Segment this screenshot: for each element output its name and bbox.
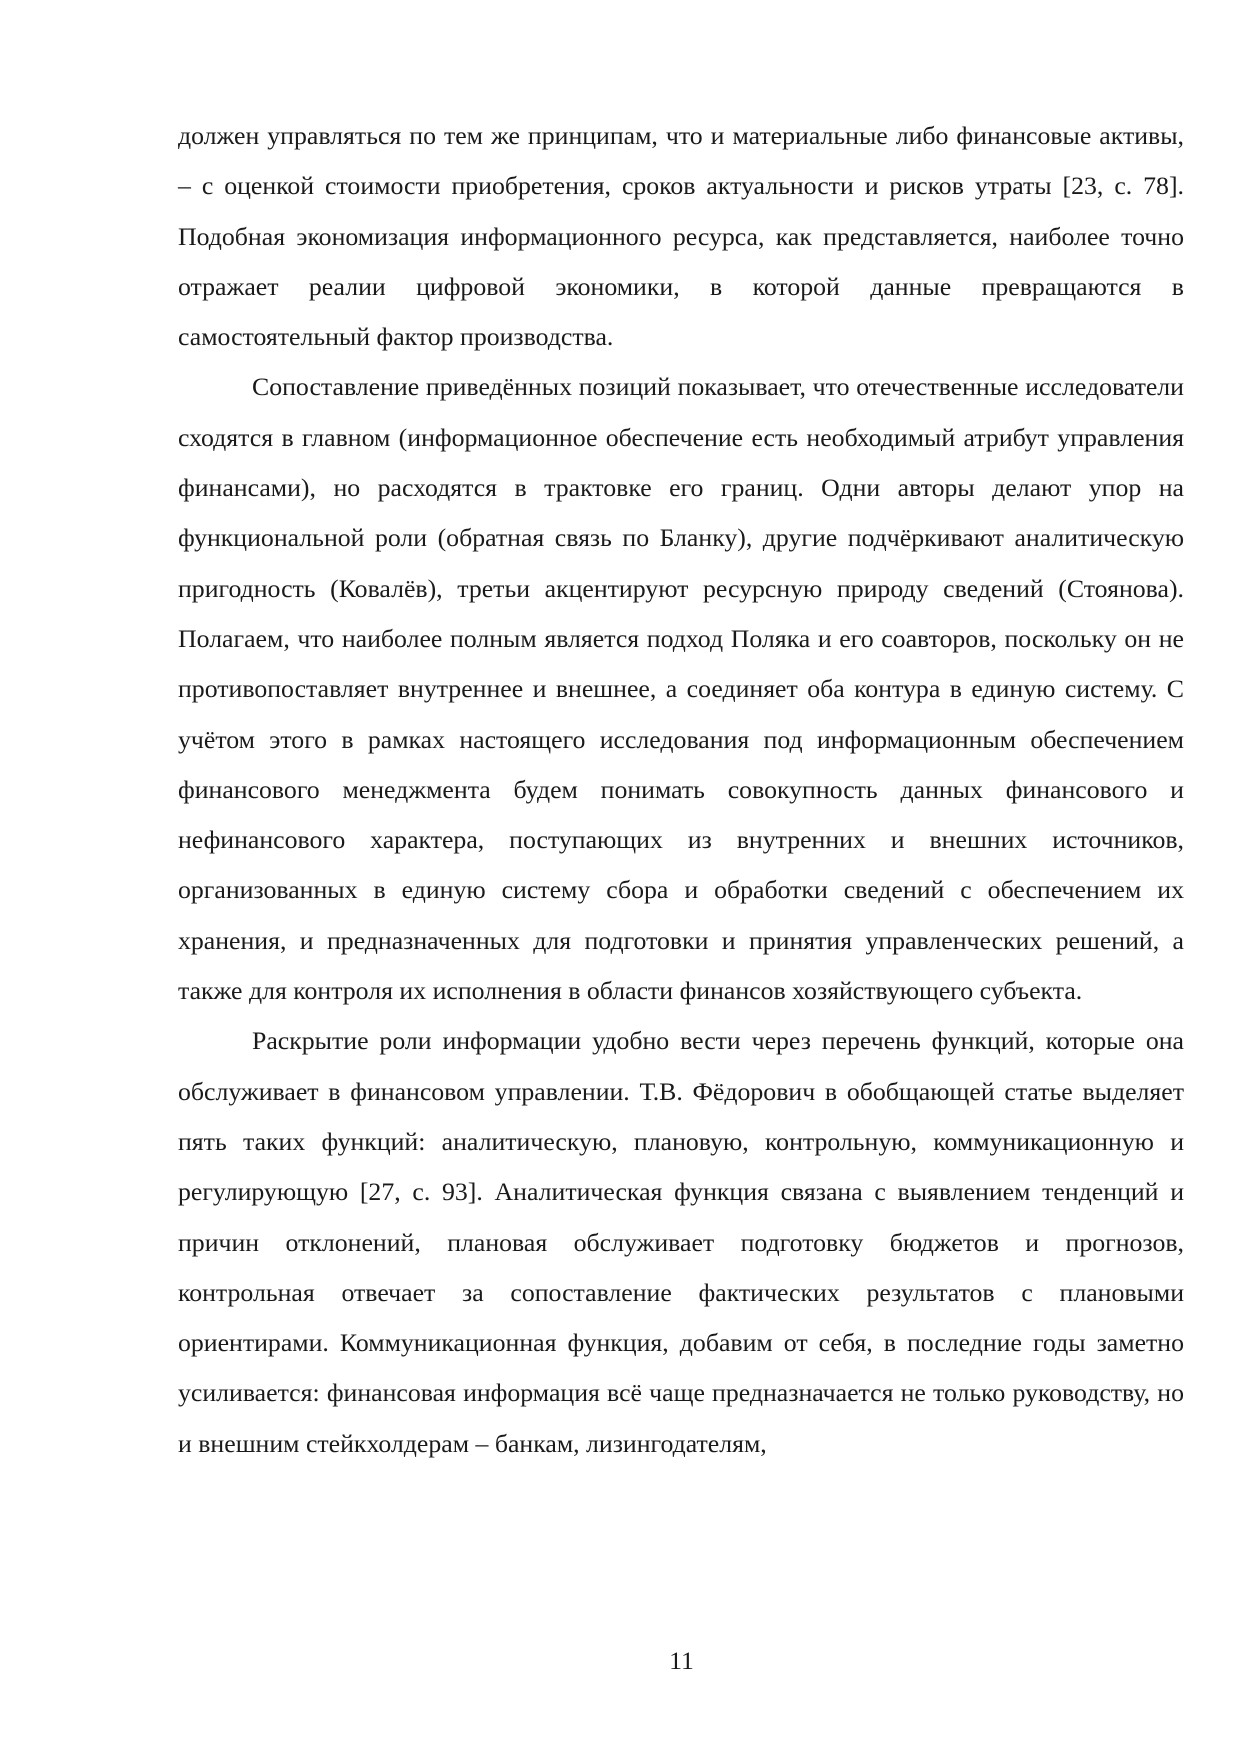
body-text [178,111,1184,1469]
paragraph-3: Раскрытие роли информации удобно вести через перечень функций, которые она обслуживает в финансовом управлении. Т.В. Фёдорович в обобщающей статье выделяет пять таких функций: аналитическую, плановую, контрольную, коммуникационную и регулирующую [27, с. 93]. Аналитическая функция связана с выявлением тенденций и причин отклонений, плановая обслуживает подготовку бюджетов и прогнозов, контрольная отвечает за сопоставление фактических результатов с плановыми ориентирами. Коммуникационная функция, добавим от себя, в последние годы заметно усиливается: финансовая информация всё чаще предназначается не только руководству, но и внешним стейкхолдерам – банкам, лизингодателям, [178,1026,1184,1458]
paragraph-1: должен управляться по тем же принципам, что и материальные либо финансовые активы, – с оценкой стоимости приобретения, сроков актуальности и рисков утраты [23, с. 78]. Подобная экономизация информационного ресурса, как представляется, наиболее точно отражает реалии цифровой экономики, в которой данные превращаются в самостоятельный фактор производства. [178,121,1184,352]
page-number: 11 [669,1646,694,1675]
paragraph-2: Сопоставление приведённых позиций показывает, что отечественные исследователи сходятся в главном (информационное обеспечение есть необходимый атрибут управления финансами), но расходятся в трактовке его границ. Одни авторы делают упор на функциональной роли (обратная связь по Бланку), другие подчёркивают аналитическую пригодность (Ковалёв), третьи акцентируют ресурсную природу сведений (Стоянова). Полагаем, что наиболее полным является подход Поляка и его соавторов, поскольку он не противопоставляет внутреннее и внешнее, а соединяет оба контура в единую систему. С учётом этого в рамках настоящего исследования под информационным обеспечением финансового менеджмента будем понимать совокупность данных финансового и нефинансового характера, поступающих из внутренних и внешних источников, организованных в единую систему сбора и обработки сведений с обеспечением их хранения, и предназначенных для подготовки и принятия управленческих решений, а также для контроля их исполнения в области финансов хозяйствующего субъекта. [178,372,1184,1006]
